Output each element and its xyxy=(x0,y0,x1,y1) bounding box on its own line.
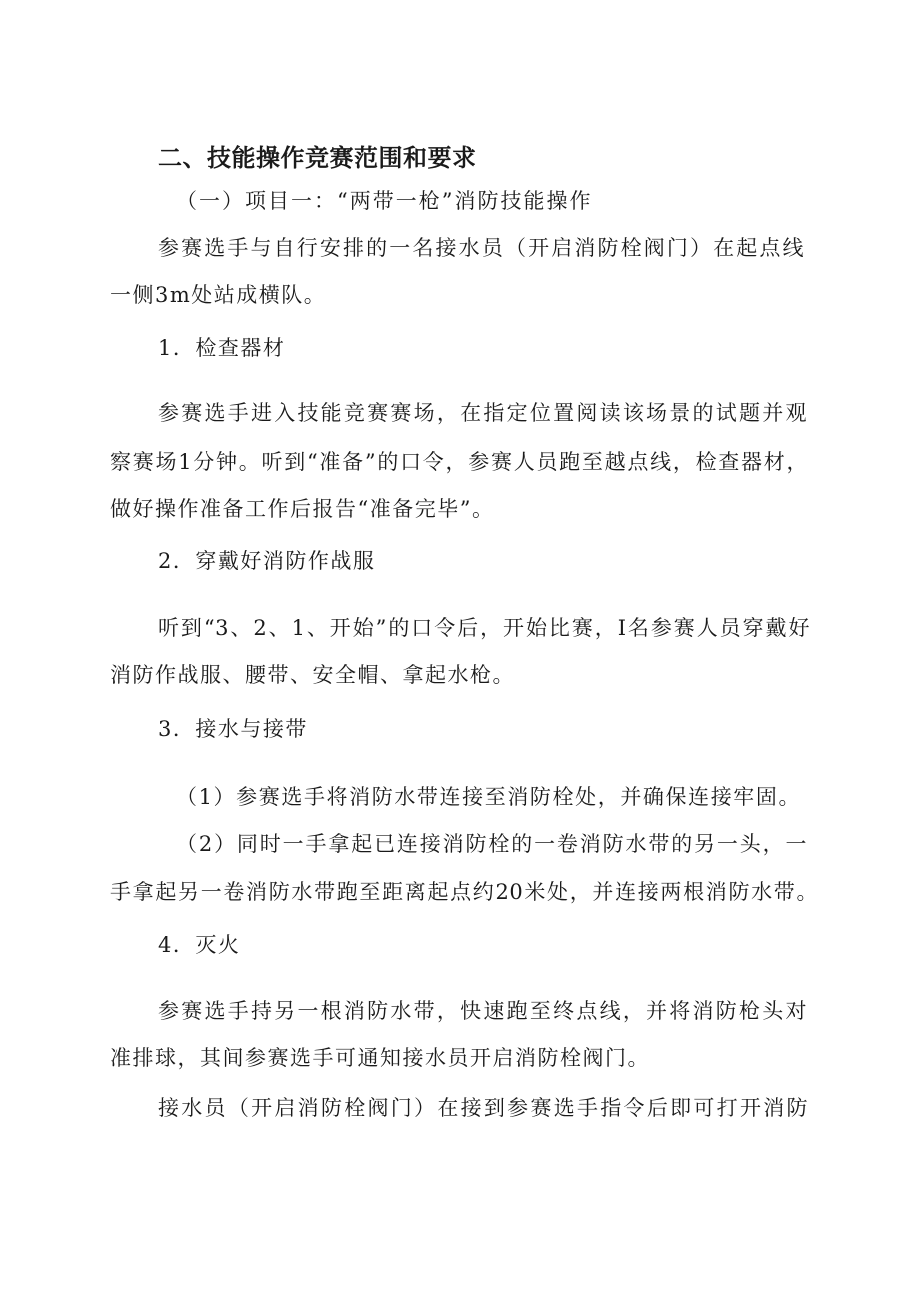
section-heading: 二、技能操作竞赛范围和要求 xyxy=(158,144,477,172)
step-4-paragraph-line-1: 参赛选手持另一根消防水带，快速跑至终点线，并将消防枪头对 xyxy=(158,999,808,1023)
step-2-paragraph-line-1: 听到“3、2、1、开始”的口令后，开始比赛，I名参赛人员穿戴好 xyxy=(158,616,810,640)
step-1-paragraph-line-2: 察赛场1分钟。听到“准备”的口令，参赛人员跑至越点线，检查器材， xyxy=(110,450,808,474)
step-1-title: 1．检查器材 xyxy=(158,336,286,360)
subsection-heading: （一）项目一：“两带一枪”消防技能操作 xyxy=(176,189,593,213)
step-3-item-2-line-2: 手拿起另一卷消防水带跑至距离起点约20米处，并连接两根消防水带。 xyxy=(110,880,818,904)
step-3-item-1: （1）参赛选手将消防水带连接至消防栓处，并确保连接牢固。 xyxy=(176,785,800,809)
step-1-paragraph-line-1: 参赛选手进入技能竞赛赛场，在指定位置阅读该场景的试题并观 xyxy=(158,401,808,425)
step-4-paragraph-line-3: 接水员（开启消防栓阀门）在接到参赛选手指令后即可打开消防 xyxy=(158,1096,808,1120)
step-4-paragraph-line-2: 准排球，其间参赛选手可通知接水员开启消防栓阀门。 xyxy=(110,1046,650,1070)
intro-paragraph-line-1: 参赛选手与自行安排的一名接水员（开启消防栓阀门）在起点线 xyxy=(158,236,805,260)
step-2-paragraph-line-2: 消防作战服、腰带、安全帽、拿起水枪。 xyxy=(110,663,515,687)
step-1-paragraph-line-3: 做好操作准备工作后报告“准备完毕”。 xyxy=(110,497,495,521)
intro-paragraph-line-2: 一侧3m处站成横队。 xyxy=(110,283,327,307)
step-4-title: 4．灭火 xyxy=(158,933,241,957)
step-3-title: 3．接水与接带 xyxy=(158,717,308,741)
step-2-title: 2．穿戴好消防作战服 xyxy=(158,549,376,573)
step-3-item-2-line-1: （2）同时一手拿起已连接消防栓的一卷消防水带的另一头，一 xyxy=(176,832,808,856)
